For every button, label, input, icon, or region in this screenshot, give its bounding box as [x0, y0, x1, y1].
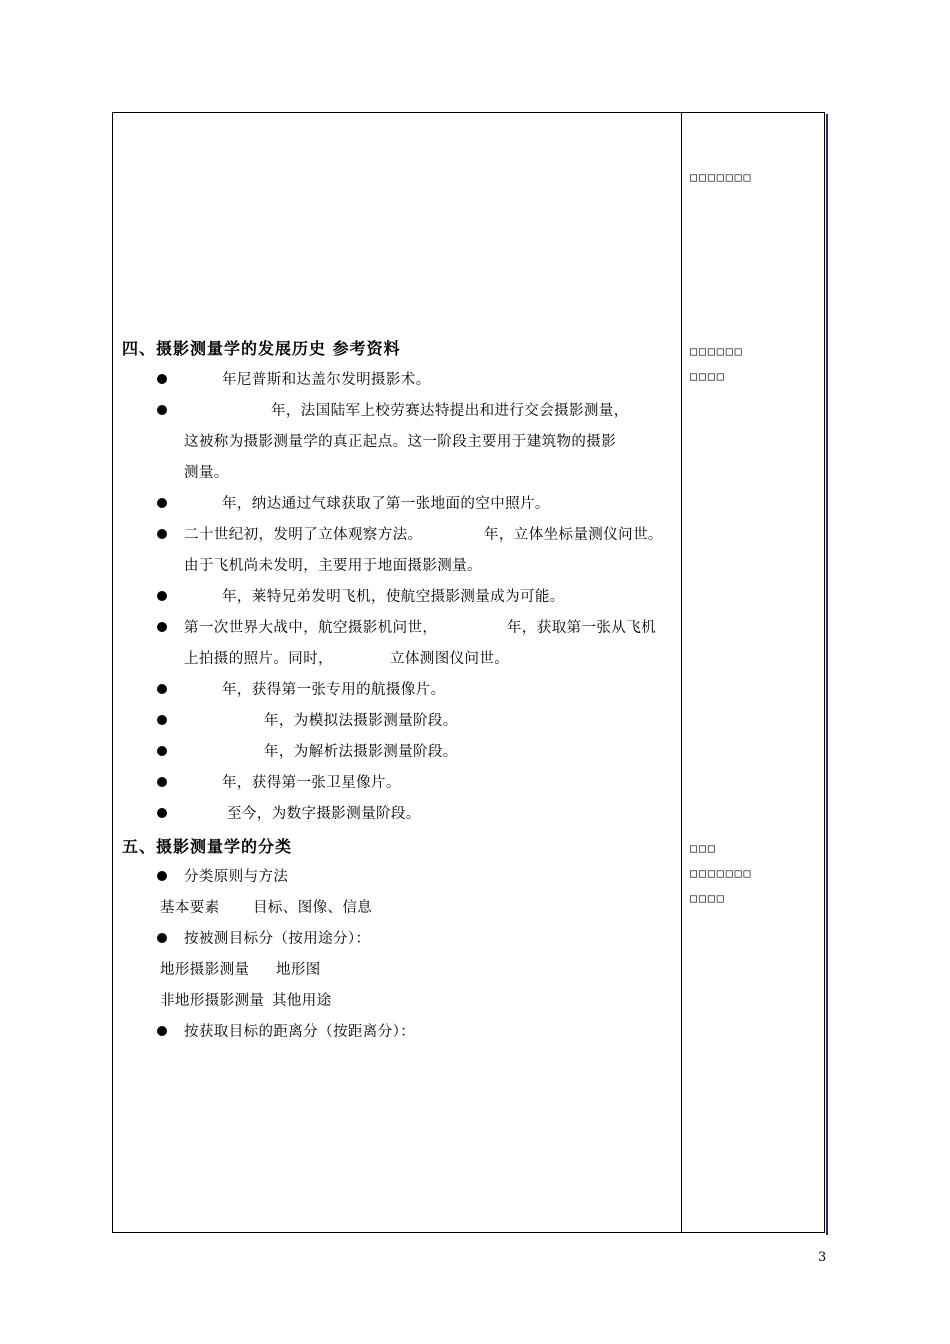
- side-note-line: □□□: [690, 841, 717, 855]
- list-item: 年尼普斯和达盖尔发明摄影术。: [222, 372, 431, 388]
- topographic-label: 地形摄影测量: [160, 962, 250, 978]
- list-item: 年，纳达通过气球获取了第一张地面的空中照片。: [222, 496, 550, 512]
- column-divider: [681, 112, 682, 1233]
- list-item: 年，获得第一张专用的航摄像片。: [222, 682, 446, 698]
- side-note-line: □□□□□□: [690, 344, 744, 358]
- list-item: 年，获取第一张从飞机: [507, 620, 656, 636]
- table-frame: [112, 112, 825, 1233]
- bullet-icon: [157, 871, 167, 881]
- bullet-icon: [157, 529, 167, 539]
- non-topographic-label: 非地形摄影测量: [160, 993, 265, 1009]
- side-note-2: [690, 339, 744, 389]
- page-number: 3: [818, 1250, 827, 1265]
- bullet-icon: [157, 684, 167, 694]
- list-item-continued: 立体测图仪问世。: [390, 651, 510, 667]
- classification-bullet-2: 按被测目标分（按用途分）：: [184, 931, 371, 947]
- classification-bullet-1: 分类原则与方法: [184, 869, 289, 885]
- list-item: 年，莱特兄弟发明飞机，使航空摄影测量成为可能。: [222, 589, 565, 605]
- bullet-icon: [157, 374, 167, 384]
- topographic-value: 地形图: [276, 962, 321, 978]
- bullet-icon: [157, 715, 167, 725]
- list-item: 年，为解析法摄影测量阶段。: [264, 744, 458, 760]
- section4-heading: 四、摄影测量学的发展历史 参考资料: [122, 339, 401, 358]
- side-note-1: [690, 165, 752, 190]
- bullet-icon: [157, 1026, 167, 1036]
- list-item: 第一次世界大战中，航空摄影机问世，: [184, 620, 438, 636]
- bullet-icon: [157, 933, 167, 943]
- side-note-line: □□□□□□□: [690, 866, 753, 880]
- list-item: 年，为模拟法摄影测量阶段。: [264, 713, 458, 729]
- list-item-continued: 测量。: [184, 465, 229, 481]
- basic-elements-label: 基本要素: [160, 900, 220, 916]
- table-right-edge: [826, 114, 828, 1235]
- list-item: 年，法国陆军上校劳赛达特提出和进行交会摄影测量，: [271, 403, 629, 419]
- bullet-icon: [157, 746, 167, 756]
- list-item: 二十世纪初，发明了立体观察方法。: [184, 527, 423, 543]
- list-item-continued: 上拍摄的照片。同时，: [184, 651, 333, 667]
- bullet-icon: [157, 498, 167, 508]
- side-note-3: [690, 836, 752, 911]
- list-item-continued: 由于飞机尚未发明，主要用于地面摄影测量。: [184, 558, 482, 574]
- bullet-icon: [157, 591, 167, 601]
- list-item: 年，立体坐标量测仪问世。: [484, 527, 663, 543]
- bullet-icon: [157, 405, 167, 415]
- list-item-continued: 这被称为摄影测量学的真正起点。这一阶段主要用于建筑物的摄影: [184, 434, 617, 450]
- section5-heading: 五、摄影测量学的分类: [122, 837, 293, 856]
- side-note-line: □□□□□□□: [690, 170, 753, 184]
- non-topographic-value: 其他用途: [272, 993, 332, 1009]
- side-note-line: □□□□: [690, 369, 726, 383]
- bullet-icon: [157, 777, 167, 787]
- side-note-line: □□□□: [690, 891, 726, 905]
- basic-elements-value: 目标、图像、信息: [253, 900, 373, 916]
- bullet-icon: [157, 622, 167, 632]
- list-item: 年，获得第一张卫星像片。: [222, 775, 401, 791]
- list-item: 至今，为数字摄影测量阶段。: [227, 806, 421, 822]
- bullet-icon: [157, 808, 167, 818]
- classification-bullet-3: 按获取目标的距离分（按距离分）：: [184, 1024, 416, 1040]
